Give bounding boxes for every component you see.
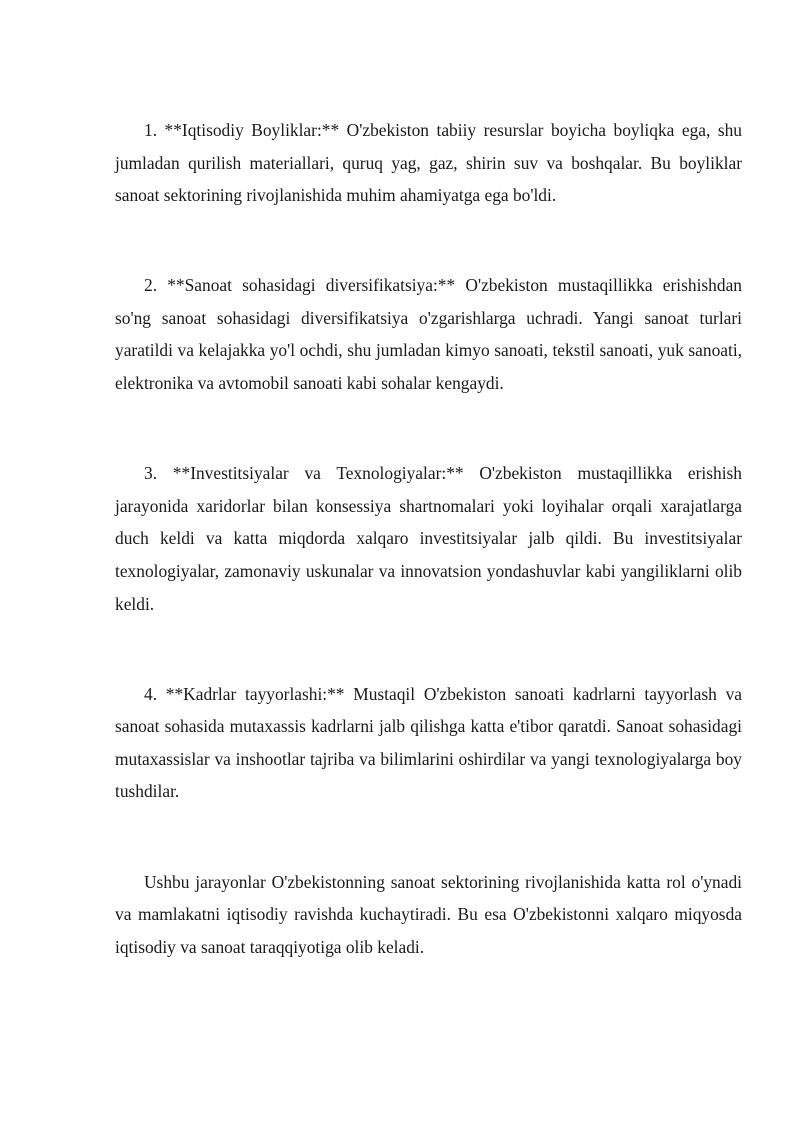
document-body xyxy=(115,114,742,963)
paragraph-conclusion: Ushbu jarayonlar O'zbekistonning sanoat sektorining rivojlanishida katta rol o'ynadi va mamlakatni iqtisodiy ravishda kuchaytiradi. Bu esa O'zbekistonni xalqaro miqyosda iqtisodiy va sanoat taraqqiyotiga olib keladi. xyxy=(115,871,742,957)
paragraph-investitsiyalar-texnologiyalar: 3. **Investitsiyalar va Texnologiyalar:** O'zbekiston mustaqillikka erishish jarayonida xaridorlar bilan konsessiya shartnomalari yoki loyihalar orqali xarajatlarga duch keldi va katta miqdorda xalqaro investitsiyalar jalb qildi. Bu investitsiyalar texnologiyalar, zamonaviy uskunalar va innovatsion yondashuvlar kabi yangiliklarni olib keldi. xyxy=(115,463,742,614)
paragraph-sanoat-diversifikatsiya: 2. **Sanoat sohasidagi diversifikatsiya:** O'zbekiston mustaqillikka erishishdan so'ng sanoat sohasidagi diversifikatsiya o'zgarishlarga uchradi. Yangi sanoat turlari yaratildi va kelajakka yo'l ochdi, shu jumladan kimyo sanoati, tekstil sanoati, yuk sanoati, elektronika va avtomobil sanoati kabi sohalar kengaydi. xyxy=(115,275,742,394)
paragraph-kadrlar-tayyorlashi: 4. **Kadrlar tayyorlashi:** Mustaqil O'zbekiston sanoati kadrlarni tayyorlash va sanoat sohasida mutaxassis kadrlarni jalb qilishga katta e'tibor qaratdi. Sanoat sohasidagi mutaxassislar va inshootlar tajriba va bilimlarini oshirdilar va yangi texnologiyalarga boy tushdilar. xyxy=(115,683,742,802)
paragraph-iqtisodiy-boyliklar: 1. **Iqtisodiy Boyliklar:** O'zbekiston tabiiy resurslar boyicha boyliqka ega, shu jumladan qurilish materiallari, quruq yag, gaz, shirin suv va boshqalar. Bu boyliklar sanoat sektorining rivojlanishida muhim ahamiyatga ega bo'ldi. xyxy=(115,120,742,206)
